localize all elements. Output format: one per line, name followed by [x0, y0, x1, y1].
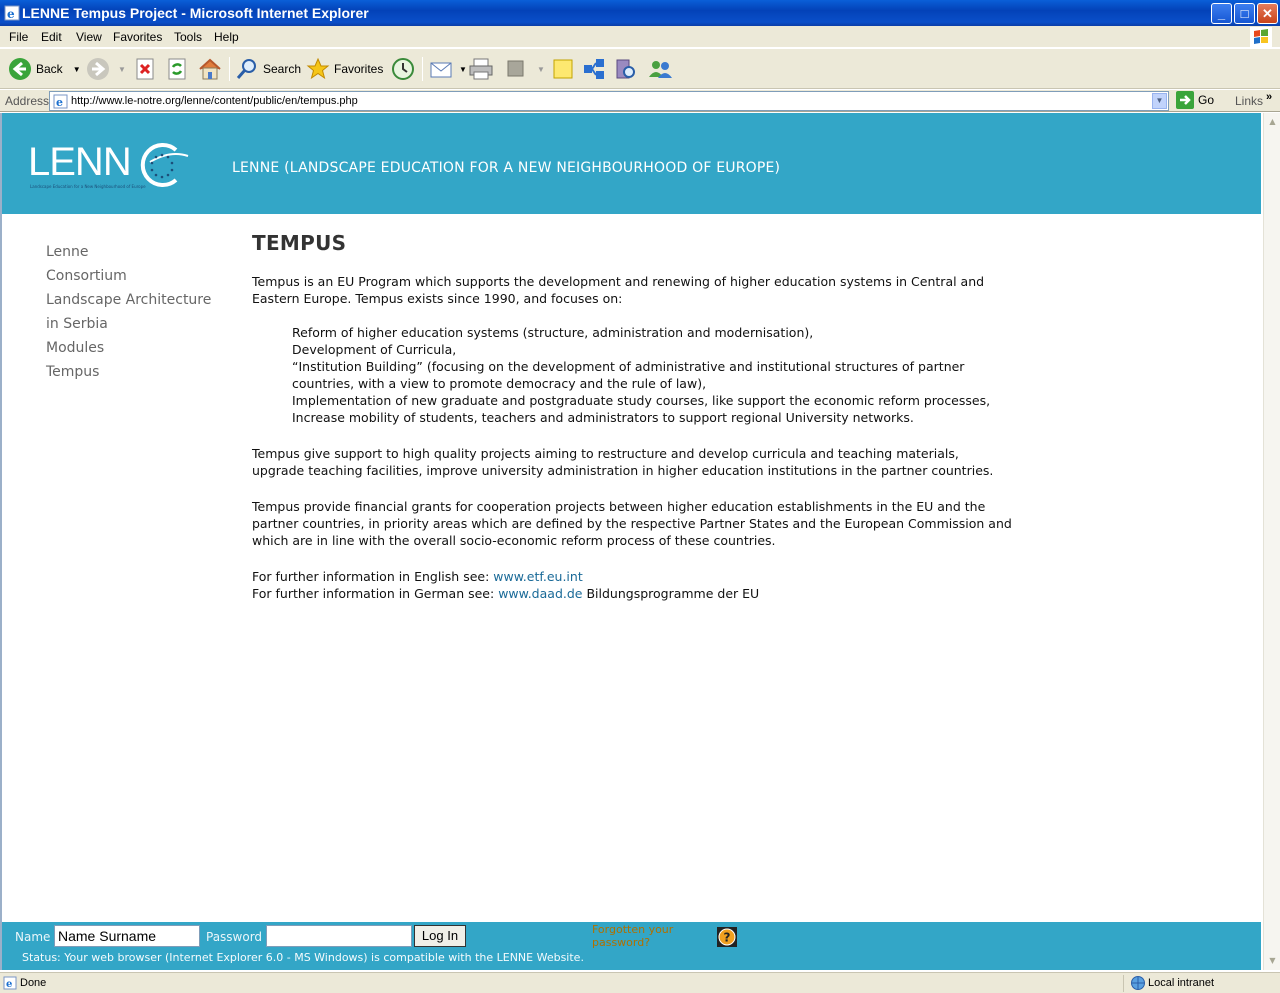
favorites-label: Favorites	[334, 62, 384, 76]
address-input[interactable]	[49, 91, 1169, 111]
password-label: Password	[206, 930, 263, 944]
close-button[interactable]	[1257, 3, 1278, 24]
window-title-bar	[0, 0, 1280, 26]
vertical-scrollbar[interactable]	[1263, 113, 1280, 970]
home-icon	[197, 57, 223, 81]
search-button[interactable]	[235, 55, 301, 83]
contacts-button[interactable]	[647, 55, 673, 83]
back-label: Back	[36, 62, 63, 76]
name-label: Name	[15, 930, 51, 944]
share-icon	[582, 57, 606, 81]
list-item: Implementation of new graduate and postgraduate study courses, like support the economic reform processes,	[292, 393, 991, 408]
address-url: http://www.le-notre.org/lenne/content/public/en/tempus.php	[71, 95, 358, 107]
intranet-globe-icon	[1130, 975, 1146, 991]
forgot-password-link[interactable]: Forgotten your password?	[592, 923, 674, 949]
note-icon	[551, 57, 575, 81]
forward-button[interactable]	[86, 55, 126, 83]
print-icon	[468, 57, 494, 81]
status-bar	[0, 972, 1280, 993]
browser-toolbar	[0, 49, 1280, 89]
nav-item-lenne[interactable]: Lenne	[46, 244, 89, 260]
nav-item-consortium[interactable]: Consortium	[46, 268, 127, 284]
stop-button[interactable]	[134, 55, 156, 83]
edit-icon	[505, 57, 527, 81]
research-icon	[614, 57, 638, 81]
info-german-suffix: Bildungsprogramme der EU	[582, 586, 760, 601]
stop-icon	[134, 57, 156, 81]
etf-link[interactable]: www.etf.eu.int	[493, 569, 583, 584]
toolbar-separator	[422, 57, 423, 81]
minimize-icon: _	[1217, 6, 1226, 21]
toolbar-separator	[229, 57, 230, 81]
back-arrow-icon	[8, 57, 32, 81]
search-label: Search	[263, 62, 302, 76]
site-title: LENNE (LANDSCAPE EDUCATION FOR A NEW NEIGHBOURHOOD OF EUROPE)	[232, 160, 781, 176]
refresh-icon	[166, 57, 188, 81]
print-button[interactable]	[468, 55, 494, 83]
eu-stars-logo-icon	[132, 142, 190, 188]
menu-help[interactable]: Help	[214, 30, 239, 44]
login-bar	[2, 922, 1261, 970]
menu-favorites[interactable]: Favorites	[113, 30, 163, 44]
refresh-button[interactable]	[166, 55, 188, 83]
window-title: LENNE Tempus Project - Microsoft Internet Explorer	[22, 5, 369, 21]
go-button[interactable]	[1176, 91, 1214, 109]
svg-text:e: e	[56, 96, 63, 109]
svg-text:e: e	[6, 979, 13, 990]
forward-dropdown-icon[interactable]: ▼	[118, 64, 126, 74]
svg-text:e: e	[7, 7, 15, 21]
nav-item-in-serbia[interactable]: in Serbia	[46, 316, 108, 332]
side-navigation	[46, 240, 211, 384]
focus-list	[292, 324, 1012, 426]
menu-bar	[0, 26, 1280, 48]
favorites-button[interactable]	[306, 55, 383, 83]
messenger-button[interactable]	[582, 55, 606, 83]
history-icon	[391, 57, 415, 81]
nav-item-tempus[interactable]: Tempus	[46, 364, 100, 380]
help-icon[interactable]	[717, 927, 737, 947]
page-done-icon	[3, 976, 17, 990]
name-input[interactable]	[54, 925, 200, 947]
maximize-icon: □	[1240, 6, 1249, 21]
mail-icon	[429, 57, 455, 81]
main-content	[252, 231, 1012, 602]
maximize-button[interactable]	[1234, 3, 1255, 24]
forward-arrow-icon	[86, 57, 110, 81]
page-viewport	[0, 113, 1280, 970]
close-icon: ✕	[1262, 6, 1273, 21]
logo-text: LENN	[28, 140, 131, 184]
edit-button[interactable]	[505, 55, 545, 83]
page-icon	[53, 94, 68, 109]
history-button[interactable]	[391, 55, 415, 83]
daad-link[interactable]: www.daad.de	[498, 586, 583, 601]
list-item: Increase mobility of students, teachers and administrators to support regional University networks.	[292, 410, 914, 425]
logo-tagline: Landscape Education for a New Neighbourhood of Europe	[30, 184, 146, 189]
mail-button[interactable]	[429, 55, 467, 83]
security-zone: Local intranet	[1148, 977, 1215, 989]
lenne-logo[interactable]	[28, 138, 198, 193]
question-mark-icon	[717, 927, 737, 947]
go-label: Go	[1198, 93, 1215, 107]
info-german	[252, 585, 1012, 602]
intro-paragraph: Tempus is an EU Program which supports the development and renewing of higher education systems in Central and Eastern Europe. Tempus exists since 1990, and focuses on:	[252, 274, 985, 306]
info-german-text: For further information in German see:	[252, 586, 499, 601]
address-dropdown-icon[interactable]: ▼	[1152, 93, 1167, 109]
info-english-text: For further information in English see:	[252, 569, 494, 584]
discuss-button[interactable]	[551, 55, 575, 83]
search-icon	[235, 57, 259, 81]
menu-file[interactable]: File	[9, 30, 29, 44]
links-label[interactable]: Links	[1235, 94, 1264, 108]
browser-status-message: Status: Your web browser (Internet Explorer 6.0 - MS Windows) is compatible with the LENNE Website.	[22, 951, 584, 964]
page-title: TEMPUS	[252, 231, 347, 255]
go-arrow-icon	[1176, 91, 1194, 109]
menu-tools[interactable]: Tools	[174, 30, 203, 44]
edit-dropdown-icon[interactable]: ▼	[537, 64, 545, 74]
support-paragraph: Tempus give support to high quality projects aiming to restructure and develop curricula and teaching materials, upgrade teaching facilities, improve university administration in higher education institutions in the partner countries.	[252, 446, 994, 478]
scroll-up-icon[interactable]: ▲	[1269, 117, 1276, 126]
scroll-down-icon[interactable]: ▼	[1269, 956, 1276, 965]
back-button[interactable]	[8, 55, 81, 83]
menu-view[interactable]: View	[76, 30, 102, 44]
windows-logo-icon	[1250, 27, 1272, 47]
status-done: Done	[20, 977, 47, 989]
minimize-button[interactable]	[1211, 3, 1232, 24]
favorites-star-icon	[306, 57, 330, 81]
nav-item-modules[interactable]: Modules	[46, 340, 105, 356]
menu-edit[interactable]: Edit	[41, 30, 62, 44]
status-divider	[1123, 975, 1124, 992]
address-label: Address	[5, 94, 50, 108]
nav-item-landscape-architecture[interactable]: Landscape Architecture	[46, 292, 212, 308]
home-button[interactable]	[197, 55, 223, 83]
site-banner	[2, 113, 1261, 214]
ie-icon	[4, 5, 20, 21]
list-item: Development of Curricula,	[292, 342, 457, 357]
list-item: Reform of higher education systems (structure, administration and modernisation),	[292, 325, 814, 340]
people-icon	[647, 57, 673, 81]
mail-dropdown-icon[interactable]: ▼	[459, 64, 467, 74]
links-chevron-icon[interactable]: »	[1266, 91, 1273, 103]
research-button[interactable]	[614, 55, 638, 83]
address-bar	[0, 90, 1280, 112]
login-button[interactable]: Log In	[414, 925, 466, 947]
list-item: “Institution Building” (focusing on the development of administrative and institutional structures of partner countries, with a view to promote democracy and the rule of law),	[292, 359, 965, 391]
password-input[interactable]	[266, 925, 412, 947]
grants-paragraph: Tempus provide financial grants for cooperation projects between higher education establishments in the EU and the partner countries, in priority areas which are defined by the respective Partner States and the European Commission and which are in line with the overall socio-economic reform process of these countries.	[252, 499, 1012, 548]
back-dropdown-icon[interactable]: ▼	[72, 64, 81, 74]
info-english	[252, 568, 1012, 585]
svg-text:?: ?	[723, 930, 731, 945]
